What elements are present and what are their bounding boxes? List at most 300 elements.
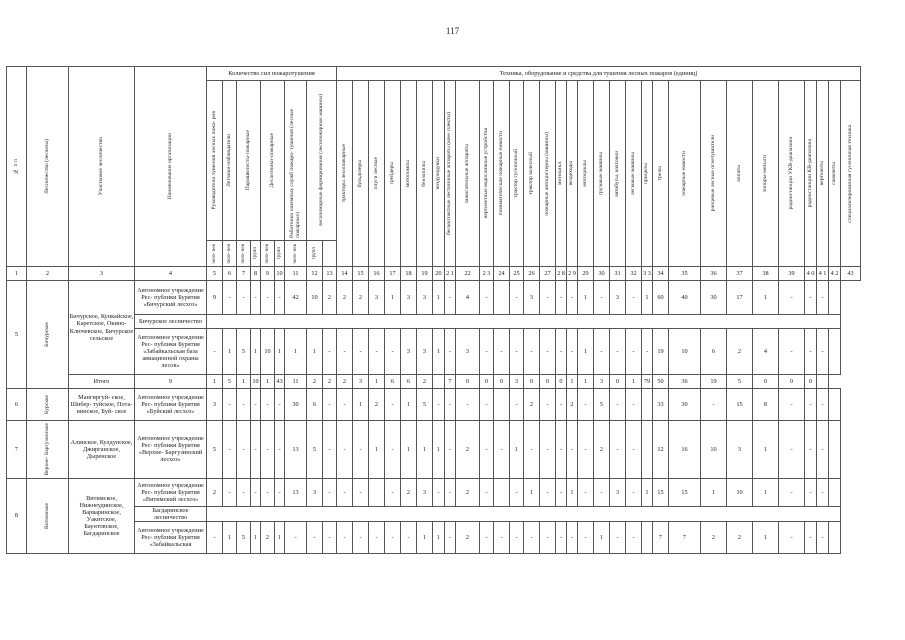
value-cell: -	[237, 389, 251, 421]
value-cell: -	[817, 421, 829, 479]
forestry-name	[27, 389, 69, 421]
col-number-29: 29	[578, 267, 594, 281]
value-cell: -	[223, 478, 237, 506]
col-number-16: 17	[385, 267, 401, 281]
value-cell: 1	[223, 329, 237, 375]
header-equip-25	[753, 81, 779, 267]
value-cell: -	[323, 421, 337, 479]
col-number-18: 19	[417, 267, 433, 281]
value-cell: 1	[642, 478, 653, 506]
value-cell: -	[594, 478, 610, 506]
value-cell: -	[285, 521, 307, 553]
value-cell: 3	[369, 281, 385, 315]
header-equip-8	[456, 81, 480, 267]
value-cell: 13	[285, 421, 307, 479]
value-cell: 3	[456, 329, 480, 375]
value-cell: -	[567, 521, 578, 553]
col-number-41: 4 1	[817, 267, 829, 281]
header-equip-22-text: пожарные емкости	[680, 151, 687, 196]
total-row	[7, 375, 861, 389]
value-cell: 1	[578, 329, 594, 375]
value-cell: -	[275, 389, 285, 421]
total-cell: 0	[494, 375, 510, 389]
header-equip-21-text: трелы	[656, 166, 663, 181]
value-cell: 1	[385, 281, 401, 315]
header-force-2-text: Парашютисты-пожарные	[244, 130, 251, 191]
value-cell: -	[385, 421, 401, 479]
value-cell: -	[556, 389, 567, 421]
value-cell: -	[594, 281, 610, 315]
header-sub-6	[285, 241, 307, 267]
col-number-8: 9	[261, 267, 275, 281]
value-cell: 1	[433, 421, 445, 479]
value-cell: -	[385, 521, 401, 553]
value-cell: 3	[610, 281, 626, 315]
col-number-35: 35	[669, 267, 701, 281]
value-cell: 1	[594, 521, 610, 553]
header-equip-27-text: радиостанции КВ-диапазона	[806, 139, 813, 208]
total-cell: 2	[323, 375, 337, 389]
value-cell: 2	[456, 521, 480, 553]
value-cell	[829, 389, 841, 421]
value-cell: 2	[727, 521, 753, 553]
col-number-13: 14	[337, 267, 353, 281]
header-sub-5-text: групп	[277, 247, 282, 260]
value-cell: 2	[727, 329, 753, 375]
value-cell: -	[223, 281, 237, 315]
value-cell: -	[237, 478, 251, 506]
header-equip-7-text: бесконтактные лестничные аппараты (ком- плекты)	[446, 112, 453, 235]
value-cell: -	[323, 478, 337, 506]
header-sub-7	[307, 241, 323, 267]
table-row	[7, 329, 861, 375]
header-equip-3	[385, 81, 401, 267]
value-cell: -	[779, 421, 805, 479]
value-cell: -	[207, 521, 223, 553]
row-number: 5	[7, 281, 27, 389]
col-number-33: 3 3	[642, 267, 653, 281]
header-num-text: № п п	[12, 159, 19, 174]
header-force-0	[207, 81, 223, 241]
col-number-34: 34	[653, 267, 669, 281]
value-cell: -	[805, 329, 817, 375]
value-cell: -	[480, 389, 494, 421]
total-cell: 43	[275, 375, 285, 389]
value-cell: -	[480, 329, 494, 375]
header-force-2	[237, 81, 261, 241]
value-cell: -	[353, 421, 369, 479]
header-equip-21	[653, 81, 669, 267]
value-cell: -	[556, 478, 567, 506]
header-equip-18-text: автобусы, вахтовки	[613, 150, 620, 197]
col-number-43: 43	[841, 267, 861, 281]
col-number-36: 36	[701, 267, 727, 281]
header-equip-29-text: самолеты	[830, 162, 837, 185]
value-cell: 1	[753, 421, 779, 479]
total-cell: 19	[701, 375, 727, 389]
value-cell: -	[817, 329, 829, 375]
value-cell: 15	[653, 478, 669, 506]
value-cell: -	[494, 421, 510, 479]
value-cell: 1	[753, 281, 779, 315]
col-number-4: 5	[207, 267, 223, 281]
value-cell: 1	[567, 478, 578, 506]
col-number-37: 37	[727, 267, 753, 281]
value-cell: 2	[524, 389, 540, 421]
value-cell: -	[779, 521, 805, 553]
header-force-4-text: Работники наземных служб пожаро- тушения (лесные пожарные)	[288, 108, 301, 238]
value-cell: 1	[401, 421, 417, 479]
header-district-text: Участковое лесничество	[97, 137, 104, 196]
table-row	[7, 521, 861, 553]
value-cell: -	[626, 389, 642, 421]
col-number-5: 6	[223, 267, 237, 281]
value-cell: 3	[610, 478, 626, 506]
value-cell: -	[817, 281, 829, 315]
header-equip-19-text: легковые машины	[629, 151, 636, 196]
col-number-17: 18	[401, 267, 417, 281]
col-number-11: 12	[307, 267, 323, 281]
total-cell: 0	[805, 375, 817, 389]
value-cell: -	[251, 281, 261, 315]
header-sub-extra	[323, 241, 337, 267]
header-sub-1	[223, 241, 237, 267]
header-equip-24	[727, 81, 753, 267]
header-force-1-text: Летчики-наблюдатели	[225, 134, 232, 187]
value-cell: -	[578, 478, 594, 506]
header-sub-2-text: чело- век	[241, 243, 246, 264]
value-cell: -	[510, 329, 524, 375]
col-number-32: 32	[626, 267, 642, 281]
header-equip-13	[540, 81, 556, 267]
value-cell: 6	[307, 389, 323, 421]
value-cell: 1	[285, 329, 307, 375]
value-cell: -	[275, 281, 285, 315]
value-cell: -	[556, 329, 567, 375]
col-number-30: 30	[594, 267, 610, 281]
value-cell: 5	[237, 521, 251, 553]
header-equip-9	[480, 81, 494, 267]
value-cell: 1	[251, 521, 261, 553]
table-row	[7, 315, 861, 329]
value-cell: 10	[261, 329, 275, 375]
header-equip-28	[817, 81, 829, 267]
value-cell: -	[805, 389, 817, 421]
value-cell: 3	[524, 281, 540, 315]
value-cell: 3	[401, 329, 417, 375]
value-cell: -	[817, 478, 829, 506]
value-cell: 30	[285, 389, 307, 421]
value-cell: 3	[401, 281, 417, 315]
value-cell: 5	[307, 421, 323, 479]
value-cell: 2	[207, 478, 223, 506]
header-equip-1	[353, 81, 369, 267]
organization-name: Автономное учреждение Рес- публики Бурятия «Буйский лесхоз»	[135, 389, 207, 421]
value-cell: -	[510, 521, 524, 553]
header-equip-1-text: бульдозеры	[356, 159, 363, 188]
value-cell: 3	[727, 421, 753, 479]
col-number-40: 4 0	[805, 267, 817, 281]
header-equip-6-text: воздуходувки	[434, 157, 441, 190]
col-number-25: 26	[524, 267, 540, 281]
header-equip-17-text: грузовые машины	[597, 151, 604, 196]
value-cell: -	[307, 521, 323, 553]
header-equip-10	[494, 81, 510, 267]
value-cell: -	[594, 329, 610, 375]
value-cell: -	[805, 281, 817, 315]
value-cell: 2	[261, 521, 275, 553]
header-forestry	[27, 67, 69, 267]
value-cell: -	[337, 329, 353, 375]
organization-name: Автономное учреждение Рес- публики Бурятия «Витимский лесхоз»	[135, 478, 207, 506]
organization-name: Багдаринское лесничество	[135, 506, 207, 521]
value-cell: -	[626, 421, 642, 479]
value-cell: 8	[753, 389, 779, 421]
header-equip-20-text: прицепы	[643, 162, 650, 184]
total-cell: 3	[353, 375, 369, 389]
header-equip-16	[578, 81, 594, 267]
value-cell: -	[337, 421, 353, 479]
value-cell: -	[445, 389, 456, 421]
header-equip-11	[510, 81, 524, 267]
total-cell	[433, 375, 445, 389]
header-organization	[135, 67, 207, 267]
value-cell: 1	[753, 521, 779, 553]
header-equip-15-text: вездеходы	[568, 161, 575, 186]
header-equip-27	[805, 81, 817, 267]
total-cell: 1	[207, 375, 223, 389]
value-cell: -	[642, 329, 653, 375]
header-equip-30	[841, 81, 861, 267]
col-number-19: 20	[433, 267, 445, 281]
value-cell: -	[701, 389, 727, 421]
value-cell	[829, 281, 841, 315]
value-cell: 2	[594, 421, 610, 479]
value-cell: -	[433, 389, 445, 421]
header-sub-0	[207, 241, 223, 267]
total-cell: 5	[727, 375, 753, 389]
header-equip-28-text: вертолеты	[818, 161, 825, 186]
header-force-0-text: Руководители тушения лесных пожа- ров	[210, 111, 217, 210]
header-equip-25-text: топоры-мотыги	[761, 154, 768, 193]
table-row	[7, 478, 861, 506]
page-number: 117	[445, 26, 460, 36]
col-number-0: 1	[7, 267, 27, 281]
value-cell: -	[261, 421, 275, 479]
value-cell: 10	[307, 281, 323, 315]
value-cell: -	[433, 478, 445, 506]
value-cell	[494, 389, 510, 421]
value-cell: -	[445, 478, 456, 506]
forestry-name-text: Бурское	[43, 395, 50, 414]
total-cell: 3	[594, 375, 610, 389]
value-cell: 16	[669, 421, 701, 479]
col-number-23: 24	[494, 267, 510, 281]
value-cell: -	[445, 281, 456, 315]
value-cell: 3	[307, 478, 323, 506]
value-cell: 2	[353, 281, 369, 315]
header-sub-3	[251, 241, 261, 267]
value-cell: 6	[701, 329, 727, 375]
header-equip-7	[445, 81, 456, 267]
district-names: Бичурское, Кункайское, Каретское, Окино- Ключевское, Бичурское сельское	[69, 281, 135, 375]
value-cell: 1	[401, 389, 417, 421]
total-cell: 2	[337, 375, 353, 389]
value-cell: 1	[701, 478, 727, 506]
total-cell: 5	[223, 375, 237, 389]
value-cell: 5	[417, 389, 433, 421]
header-sub-3-text: групп	[253, 247, 258, 260]
value-cell: 1	[578, 281, 594, 315]
value-cell: 10	[669, 329, 701, 375]
value-cell: -	[610, 329, 626, 375]
header-equip-26-text: радиостанции УКВ-диапазона	[787, 137, 794, 210]
value-cell: -	[540, 478, 556, 506]
value-cell: 1	[510, 421, 524, 479]
total-cell: 1	[626, 375, 642, 389]
value-cell: -	[610, 389, 626, 421]
value-cell: 10	[701, 421, 727, 479]
empty-values	[207, 506, 841, 521]
value-cell: -	[261, 281, 275, 315]
header-equip-20	[642, 81, 653, 267]
value-cell: 1	[642, 281, 653, 315]
value-cell: 9	[207, 281, 223, 315]
value-cell: -	[510, 478, 524, 506]
value-cell: -	[323, 329, 337, 375]
header-sub-6-text: чело- век	[293, 243, 298, 264]
header-district	[69, 67, 135, 267]
forestry-name-text: Витимское	[43, 502, 50, 529]
header-equip-10-text: пневматические пожарные емкости	[497, 131, 504, 216]
value-cell: -	[251, 421, 261, 479]
value-cell: -	[223, 421, 237, 479]
value-cell: 3	[207, 389, 223, 421]
value-cell: 4	[456, 281, 480, 315]
value-cell: 3	[417, 478, 433, 506]
total-label: Итого	[69, 375, 135, 389]
header-forestry-text: Лесничество (лесхозы)	[43, 139, 50, 194]
header-force-3-text: Десантники-пожарные	[268, 133, 275, 188]
header-equip-14	[556, 81, 567, 267]
header-equip-24-text: лопаты	[735, 164, 742, 183]
col-number-22: 2 3	[480, 267, 494, 281]
value-cell: 1	[275, 329, 285, 375]
value-cell: 2	[701, 521, 727, 553]
value-cell: 42	[285, 281, 307, 315]
value-cell: -	[805, 421, 817, 479]
value-cell: -	[480, 521, 494, 553]
total-cell	[817, 375, 829, 389]
header-equip-23-text: ранцевые лесные огнетушители	[709, 135, 716, 212]
organization-name: Автономное учреждение Рес- публики Бурятия «Верхне- Баргузинский лесхоз»	[135, 421, 207, 479]
forestry-name	[27, 281, 69, 389]
header-force-1	[223, 81, 237, 241]
value-cell: -	[337, 521, 353, 553]
value-cell: 33	[653, 389, 669, 421]
header-equip-14-text: мотоцикл	[557, 162, 564, 185]
value-cell: 10	[727, 478, 753, 506]
forestry-name	[27, 478, 69, 553]
header-equip-2-text: плуги лесные	[372, 157, 379, 190]
value-cell: 2	[456, 421, 480, 479]
total-cell: 11	[285, 375, 307, 389]
value-cell: -	[385, 329, 401, 375]
header-sub-4	[261, 241, 275, 267]
header-force-4	[285, 81, 307, 241]
value-cell: 1	[417, 421, 433, 479]
row-number: 8	[7, 478, 27, 553]
organization-name: Бичурское лесничество	[135, 315, 207, 329]
organization-name: Автономное учреждение Рес- публики Бурятия «Забайкальская база авиационной охраны лесов»	[135, 329, 207, 375]
header-equip-26	[779, 81, 805, 267]
table-row	[7, 281, 861, 315]
value-cell: 5	[594, 389, 610, 421]
value-cell: -	[556, 521, 567, 553]
col-number-12: 13	[323, 267, 337, 281]
value-cell: -	[480, 281, 494, 315]
table-row	[7, 506, 861, 521]
value-cell: -	[626, 521, 642, 553]
total-cell: 10	[251, 375, 261, 389]
header-equip-30-text: специализированная гусеничная техника	[846, 124, 853, 223]
value-cell: 7	[669, 521, 701, 553]
value-cell: 1	[275, 521, 285, 553]
value-cell: -	[251, 389, 261, 421]
value-cell: 2	[323, 281, 337, 315]
value-cell: -	[337, 389, 353, 421]
col-number-38: 38	[753, 267, 779, 281]
value-cell: 5	[237, 329, 251, 375]
value-cell: -	[626, 281, 642, 315]
total-cell: 6	[385, 375, 401, 389]
value-cell: 40	[669, 281, 701, 315]
value-cell: -	[578, 521, 594, 553]
value-cell: -	[510, 389, 524, 421]
value-cell: 12	[653, 421, 669, 479]
col-number-7: 8	[251, 267, 261, 281]
header-sub-5	[275, 241, 285, 267]
value-cell: -	[779, 478, 805, 506]
row-number: 7	[7, 421, 27, 479]
total-cell: 0	[610, 375, 626, 389]
col-number-1: 2	[27, 267, 69, 281]
forestry-name-text: Бичурское	[43, 322, 50, 347]
value-cell: -	[401, 521, 417, 553]
col-number-6: 7	[237, 267, 251, 281]
value-cell: -	[275, 478, 285, 506]
value-cell	[829, 329, 841, 375]
value-cell: -	[540, 389, 556, 421]
value-cell: -	[385, 389, 401, 421]
value-cell: -	[817, 521, 829, 553]
value-cell: -	[369, 329, 385, 375]
total-cell: 50	[653, 375, 669, 389]
value-cell: -	[237, 421, 251, 479]
value-cell: 15	[669, 478, 701, 506]
total-cell: 7	[445, 375, 456, 389]
value-cell: -	[567, 421, 578, 479]
value-cell: -	[445, 521, 456, 553]
value-cell: 1	[251, 329, 261, 375]
col-number-15: 16	[369, 267, 385, 281]
total-cell: 9	[135, 375, 207, 389]
value-cell: -	[207, 329, 223, 375]
district-names: Мангиргуй- ское, Шибер- туйское, Пота- нинское, Буй- ское	[69, 389, 135, 421]
header-equip-8-text: зажигательные аппараты	[463, 143, 470, 204]
header-equip-23	[701, 81, 727, 267]
value-cell: -	[556, 421, 567, 479]
